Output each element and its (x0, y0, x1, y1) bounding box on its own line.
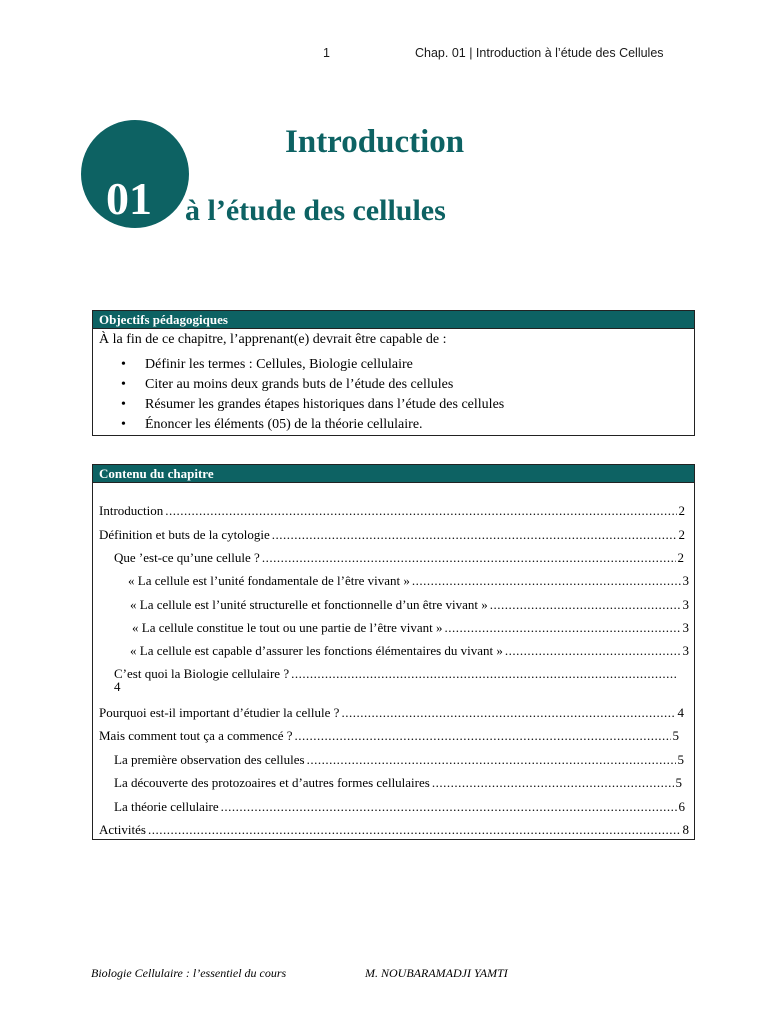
bullet-icon: • (121, 357, 126, 372)
toc-leader (294, 728, 670, 743)
toc-entry-page: 5 (675, 775, 682, 790)
bullet-icon: • (121, 417, 126, 432)
toc-leader (291, 666, 678, 681)
toc-entry-text: « La cellule est capable d’assurer les fonctions élémentaires du vivant » (130, 643, 503, 658)
toc-entry-page: 5 (672, 728, 679, 743)
chapter-number: 01 (106, 173, 152, 224)
toc-leader (505, 643, 681, 658)
toc-entry-page: 3 (682, 643, 689, 658)
chapter-title-line1: Introduction (285, 124, 465, 160)
toc-entry[interactable] (132, 620, 689, 635)
toc-entry-text: Activités (99, 822, 146, 837)
toc-entry-page: 4 (114, 679, 121, 694)
toc-leader (432, 775, 674, 790)
toc-entry[interactable] (99, 527, 685, 542)
chapter-header: Chap. 01 | Introduction à l’étude des Cellules (415, 46, 664, 60)
toc-entry-text: « La cellule est l’unité structurelle et fonctionnelle d’un être vivant » (130, 597, 488, 612)
toc-leader (341, 705, 675, 720)
bullet-icon: • (121, 377, 126, 392)
objective-text: Résumer les grandes étapes historiques dans l’étude des cellules (145, 397, 505, 412)
toc-entry-text: Mais comment tout ça a commencé ? (99, 728, 293, 743)
objective-item (93, 355, 694, 375)
toc-entry-page: 2 (677, 550, 684, 565)
toc-leader (262, 550, 676, 565)
toc-entry-text: Introduction (99, 503, 164, 518)
toc-entry-page: 3 (682, 597, 689, 612)
toc-entry[interactable] (114, 775, 682, 790)
objectives-intro: À la fin de ce chapitre, l’apprenant(e) devrait être capable de : (99, 332, 447, 347)
toc-entry-page: 2 (678, 527, 685, 542)
page-header (0, 46, 768, 64)
chapter-number-badge (81, 120, 189, 228)
objective-item (93, 395, 694, 415)
toc-entry[interactable] (130, 643, 689, 658)
toc-entry-text: « La cellule constitue le tout ou une partie de l’être vivant » (132, 620, 443, 635)
toc-leader (490, 597, 681, 612)
footer-author: M. NOUBARAMADJI YAMTI (365, 966, 508, 980)
contents-heading: Contenu du chapitre (93, 465, 694, 483)
toc-entry[interactable] (114, 666, 680, 694)
toc-entry-page: 8 (682, 822, 689, 837)
toc-entry-text: Que ’est-ce qu’une cellule ? (114, 550, 260, 565)
toc-leader (221, 799, 677, 814)
toc-entry[interactable] (114, 752, 684, 767)
bullet-icon: • (121, 397, 126, 412)
table-of-contents (93, 483, 694, 839)
objective-text: Définir les termes : Cellules, Biologie cellulaire (145, 357, 413, 372)
toc-entry-text: Définition et buts de la cytologie (99, 527, 270, 542)
objective-text: Citer au moins deux grands buts de l’étude des cellules (145, 377, 454, 392)
toc-leader (272, 527, 677, 542)
toc-leader (444, 620, 680, 635)
toc-entry[interactable] (99, 503, 685, 518)
toc-leader (412, 573, 681, 588)
chapter-title-line2: à l’étude des cellules (185, 194, 446, 227)
page-number: 1 (323, 46, 330, 60)
toc-entry-text: Pourquoi est-il important d’étudier la cellule ? (99, 705, 340, 720)
objectives-list (93, 355, 694, 435)
toc-entry-page: 5 (677, 752, 684, 767)
toc-entry-text: La théorie cellulaire (114, 799, 219, 814)
toc-entry-page: 3 (682, 573, 689, 588)
contents-box (92, 464, 695, 840)
objectives-box (92, 310, 695, 436)
toc-entry-page: 3 (682, 620, 689, 635)
toc-entry-text: C’est quoi la Biologie cellulaire ? (114, 666, 290, 681)
toc-entry[interactable] (99, 705, 684, 720)
toc-entry-page: 6 (678, 799, 685, 814)
objective-item (93, 415, 694, 435)
toc-entry[interactable] (99, 822, 689, 837)
objective-item (93, 375, 694, 395)
toc-entry[interactable] (130, 597, 689, 612)
objective-text: Énoncer les éléments (05) de la théorie cellulaire. (145, 417, 423, 432)
toc-leader (165, 503, 676, 518)
objectives-heading: Objectifs pédagogiques (93, 311, 694, 329)
toc-entry[interactable] (114, 799, 685, 814)
toc-entry-page: 2 (678, 503, 685, 518)
toc-entry[interactable] (128, 573, 689, 588)
toc-leader (307, 752, 676, 767)
toc-entry[interactable] (114, 550, 684, 565)
toc-entry-text: « La cellule est l’unité fondamentale de l’être vivant » (128, 573, 410, 588)
toc-entry-page: 4 (677, 705, 684, 720)
toc-leader (148, 822, 681, 837)
toc-entry-text: La première observation des cellules (114, 752, 305, 767)
toc-entry[interactable] (99, 728, 679, 743)
footer-course-title: Biologie Cellulaire : l’essentiel du cours (91, 966, 287, 980)
toc-entry-text: La découverte des protozoaires et d’autres formes cellulaires (114, 775, 430, 790)
